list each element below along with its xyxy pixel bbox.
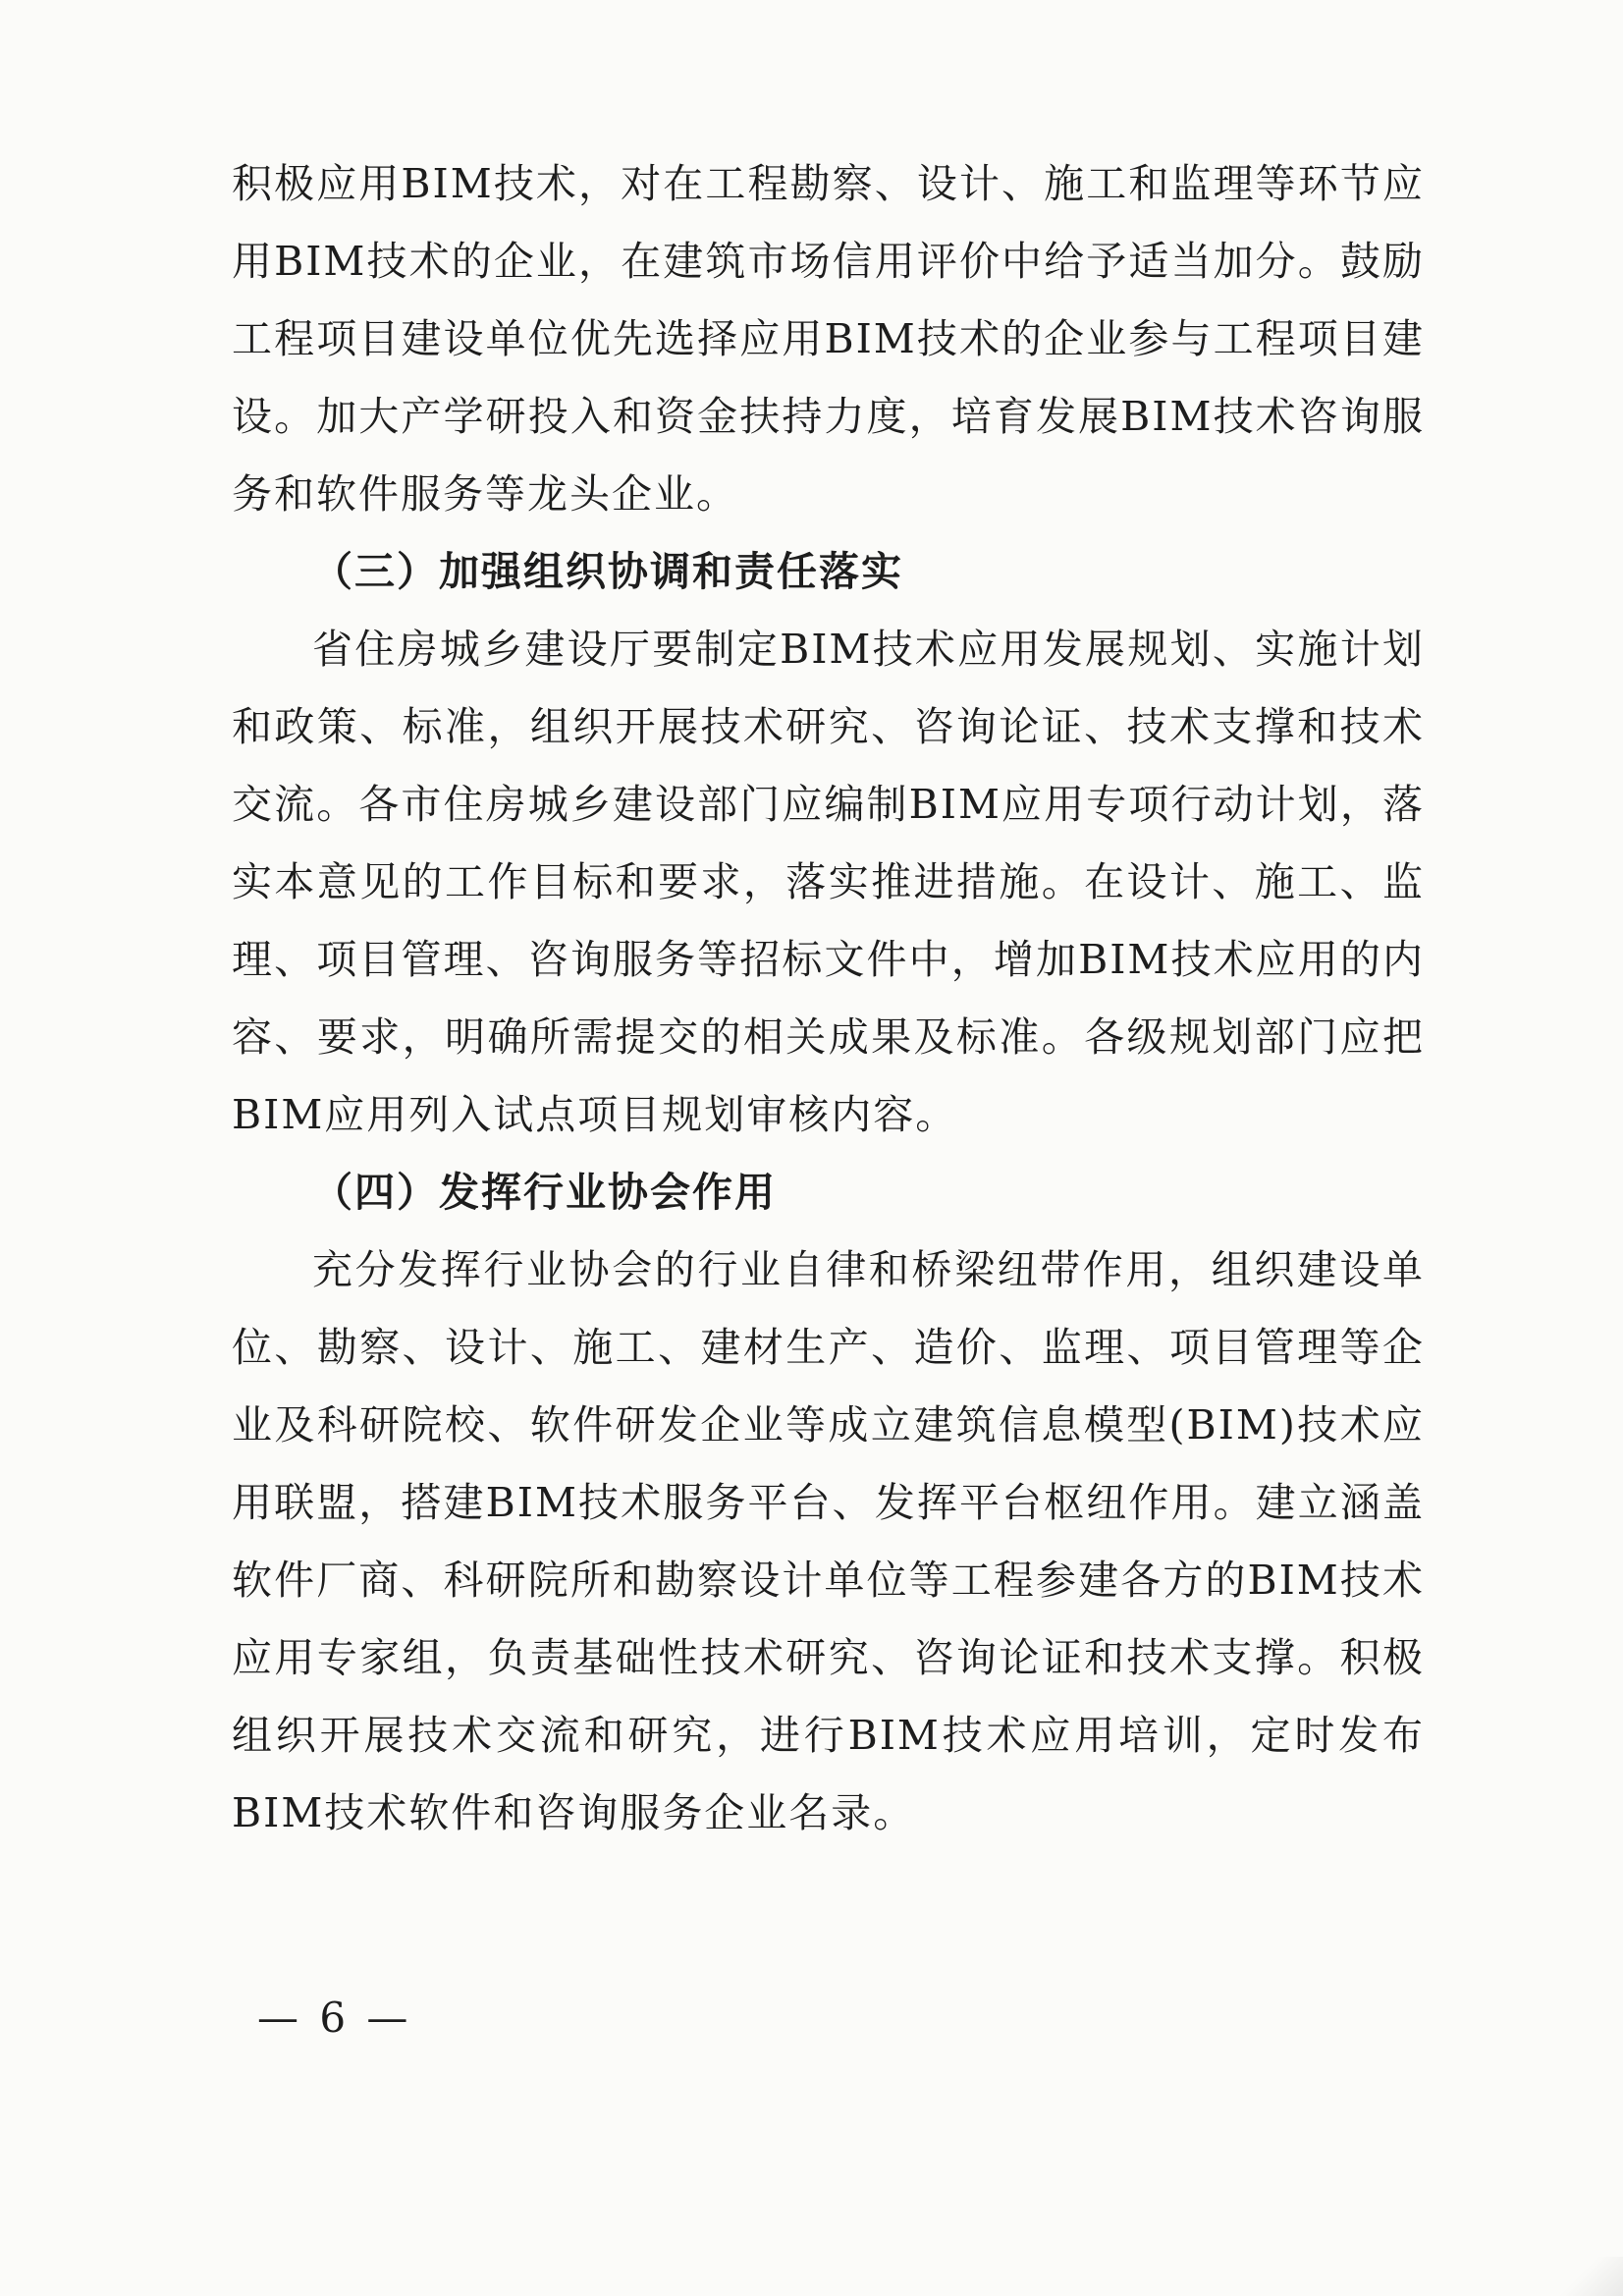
page-number: — 6 — [257, 1994, 412, 2042]
section-heading-organization: （三）加强组织协调和责任落实 [312, 548, 903, 595]
paragraph-organization: 省住房城乡建设厅要制定BIM技术应用发展规划、实施计划和政策、标准，组织开展技术研究、咨询论证、技术支撑和技术交流。各市住房城乡建设部门应编制BIM应用专项行动计划，落实本意见的工作目标和要求，落实推进措施。在设计、施工、监理、项目管理、咨询服务等招标文件中，增加BIM技术应用的内容、要求，明确所需提交的相关成果及标准。各级规划部门应把BIM应用列入试点项目规划审核内容。 [232, 626, 1425, 1138]
scan-edge-shadow [1535, 2257, 1623, 2296]
section-heading-industry-association: （四）发挥行业协会作用 [312, 1169, 777, 1216]
paragraph-industry-association: 充分发挥行业协会的行业自律和桥梁纽带作用，组织建设单位、勘察、设计、施工、建材生产、造价、监理、项目管理等企业及科研院校、软件研发企业等成立建筑信息模型(BIM)技术应用联盟，搭建BIM技术服务平台、发挥平台枢纽作用。建立涵盖软件厂商、科研院所和勘察设计单位等工程参建各方的BIM技术应用专家组，负责基础性技术研究、咨询论证和技术支撑。积极组织开展技术交流和研究，进行BIM技术应用培训，定时发布BIM技术软件和咨询服务企业名录。 [232, 1246, 1425, 1836]
document-body [232, 145, 1425, 1852]
paragraph-bim-application: 积极应用BIM技术，对在工程勘察、设计、施工和监理等环节应用BIM技术的企业，在建筑市场信用评价中给予适当加分。鼓励工程项目建设单位优先选择应用BIM技术的企业参与工程项目建设。加大产学研投入和资金扶持力度，培育发展BIM技术咨询服务和软件服务等龙头企业。 [232, 160, 1425, 518]
